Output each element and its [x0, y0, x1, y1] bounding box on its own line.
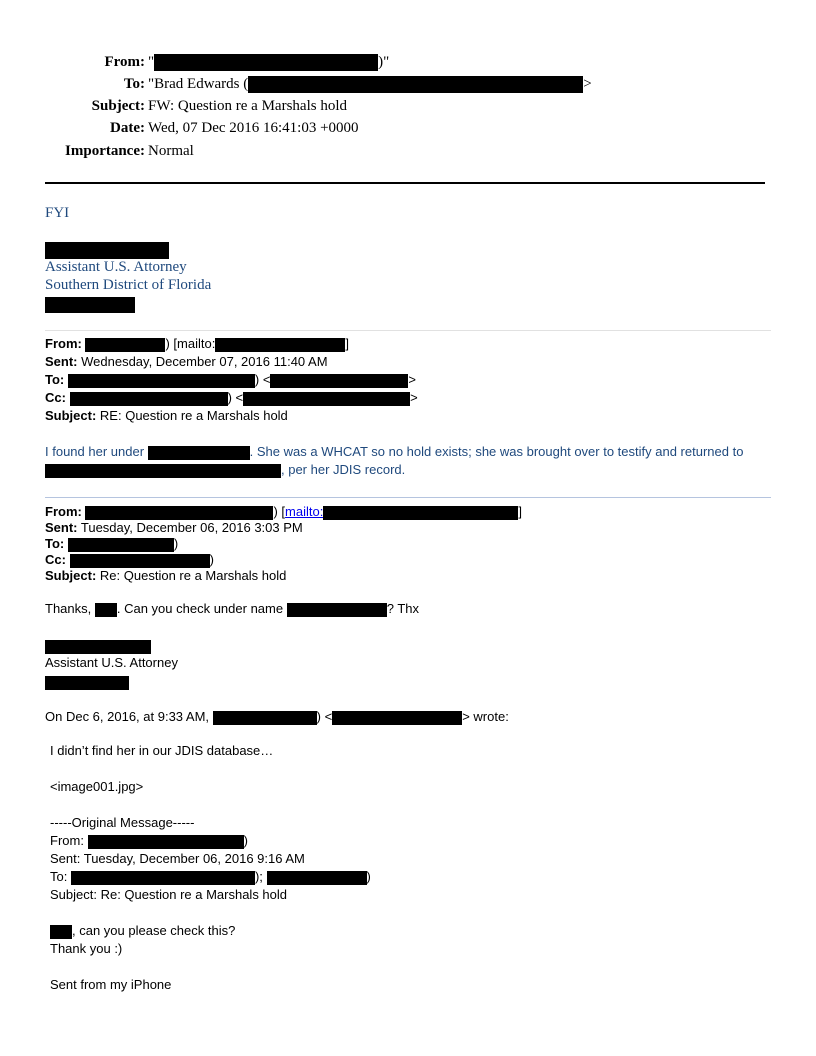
- redaction: [95, 603, 117, 617]
- message-divider: [45, 330, 771, 331]
- header-subject-value: FW: Question re a Marshals hold: [148, 98, 347, 114]
- redaction: [287, 603, 387, 617]
- msg1-body-line2: , per her JDIS record.: [45, 462, 405, 478]
- msg3-from: From: ): [50, 833, 248, 848]
- header-importance: [0, 143, 194, 160]
- header-from-tail: )": [378, 54, 390, 70]
- msg1-to: To: ) < >: [45, 372, 417, 387]
- msg2-signature-title: Assistant U.S. Attorney: [45, 655, 178, 670]
- msg2-body: Thanks, . Can you check under name ? Thx: [45, 601, 419, 616]
- msg2-sent: Sent: Tuesday, December 06, 2016 3:03 PM: [45, 520, 303, 535]
- redaction: [68, 374, 255, 388]
- redaction: [88, 835, 244, 849]
- msg1-cc: Cc: ) < >: [45, 390, 418, 405]
- msg2-from: From: ) [mailto: ]: [45, 504, 522, 519]
- header-importance-value: Normal: [148, 143, 194, 159]
- msg3-sent: Sent: Tuesday, December 06, 2016 9:16 AM: [50, 851, 305, 866]
- msg3-to: To: ); ): [50, 869, 371, 884]
- msg1-from: From: ) [mailto: ]: [45, 336, 349, 351]
- msg3-original-message: -----Original Message-----: [50, 815, 195, 830]
- header-subject-label: Subject:: [91, 98, 145, 114]
- header-to-label: To:: [123, 76, 145, 92]
- message-divider: [45, 497, 771, 498]
- signature-district: Southern District of Florida: [45, 277, 212, 293]
- header-to-tail: >: [583, 76, 592, 92]
- redaction: [85, 338, 165, 352]
- header-divider: [45, 182, 765, 184]
- msg2-subject: Subject: Re: Question re a Marshals hold: [45, 568, 287, 583]
- redaction: [45, 638, 151, 656]
- header-to-value: "Brad Edwards (: [148, 76, 249, 92]
- header-date-value: Wed, 07 Dec 2016 16:41:03 +0000: [148, 120, 359, 136]
- header-from-label: From:: [104, 54, 145, 70]
- redaction: [215, 338, 345, 352]
- redaction: [332, 711, 462, 725]
- redaction: [267, 871, 367, 885]
- redaction: [243, 392, 410, 406]
- msg2-cc: Cc: ): [45, 552, 214, 567]
- msg3-subject: Subject: Re: Question re a Marshals hold: [50, 887, 288, 902]
- signature-title: Assistant U.S. Attorney: [45, 259, 187, 275]
- redaction: [323, 506, 518, 520]
- msg2-quote-header: On Dec 6, 2016, at 9:33 AM, ) < > wrote:: [45, 709, 509, 724]
- redaction: [85, 506, 273, 520]
- redaction: [50, 925, 72, 939]
- header-from-value: ": [148, 54, 155, 70]
- msg1-body-line1: I found her under . She was a WHCAT so no hold exists; she was brought over to testify and returned to: [45, 444, 744, 459]
- header-subject: [0, 98, 347, 115]
- redaction: [45, 674, 129, 692]
- redaction: [70, 554, 210, 568]
- redaction: [45, 241, 169, 259]
- header-importance-label: Importance:: [65, 143, 145, 159]
- redaction: [148, 446, 250, 460]
- header-date-label: Date:: [110, 120, 145, 136]
- redaction: [68, 538, 174, 552]
- msg3-sent-from: Sent from my iPhone: [50, 977, 172, 992]
- redaction: [213, 711, 317, 725]
- header-from: [0, 54, 390, 71]
- msg3-line1: I didn’t find her in our JDIS database…: [50, 743, 274, 758]
- header-date: [0, 120, 359, 137]
- redaction: [270, 374, 408, 388]
- msg1-subject: Subject: RE: Question re a Marshals hold: [45, 408, 288, 423]
- mailto-link[interactable]: mailto:: [285, 504, 324, 519]
- msg2-to: To: ): [45, 536, 179, 551]
- redaction: [45, 464, 281, 478]
- redaction: [71, 871, 255, 885]
- header-to: [0, 76, 592, 93]
- fyi-text: FYI: [45, 205, 70, 221]
- redaction: [154, 54, 378, 71]
- redaction: [45, 296, 135, 314]
- msg1-sent: Sent: Wednesday, December 07, 2016 11:40 AM: [45, 354, 328, 369]
- msg3-thanks: Thank you :): [50, 941, 123, 956]
- redaction: [70, 392, 228, 406]
- msg3-image-placeholder: <image001.jpg>: [50, 779, 144, 794]
- msg3-ask: , can you please check this?: [50, 923, 235, 939]
- redaction: [248, 76, 583, 93]
